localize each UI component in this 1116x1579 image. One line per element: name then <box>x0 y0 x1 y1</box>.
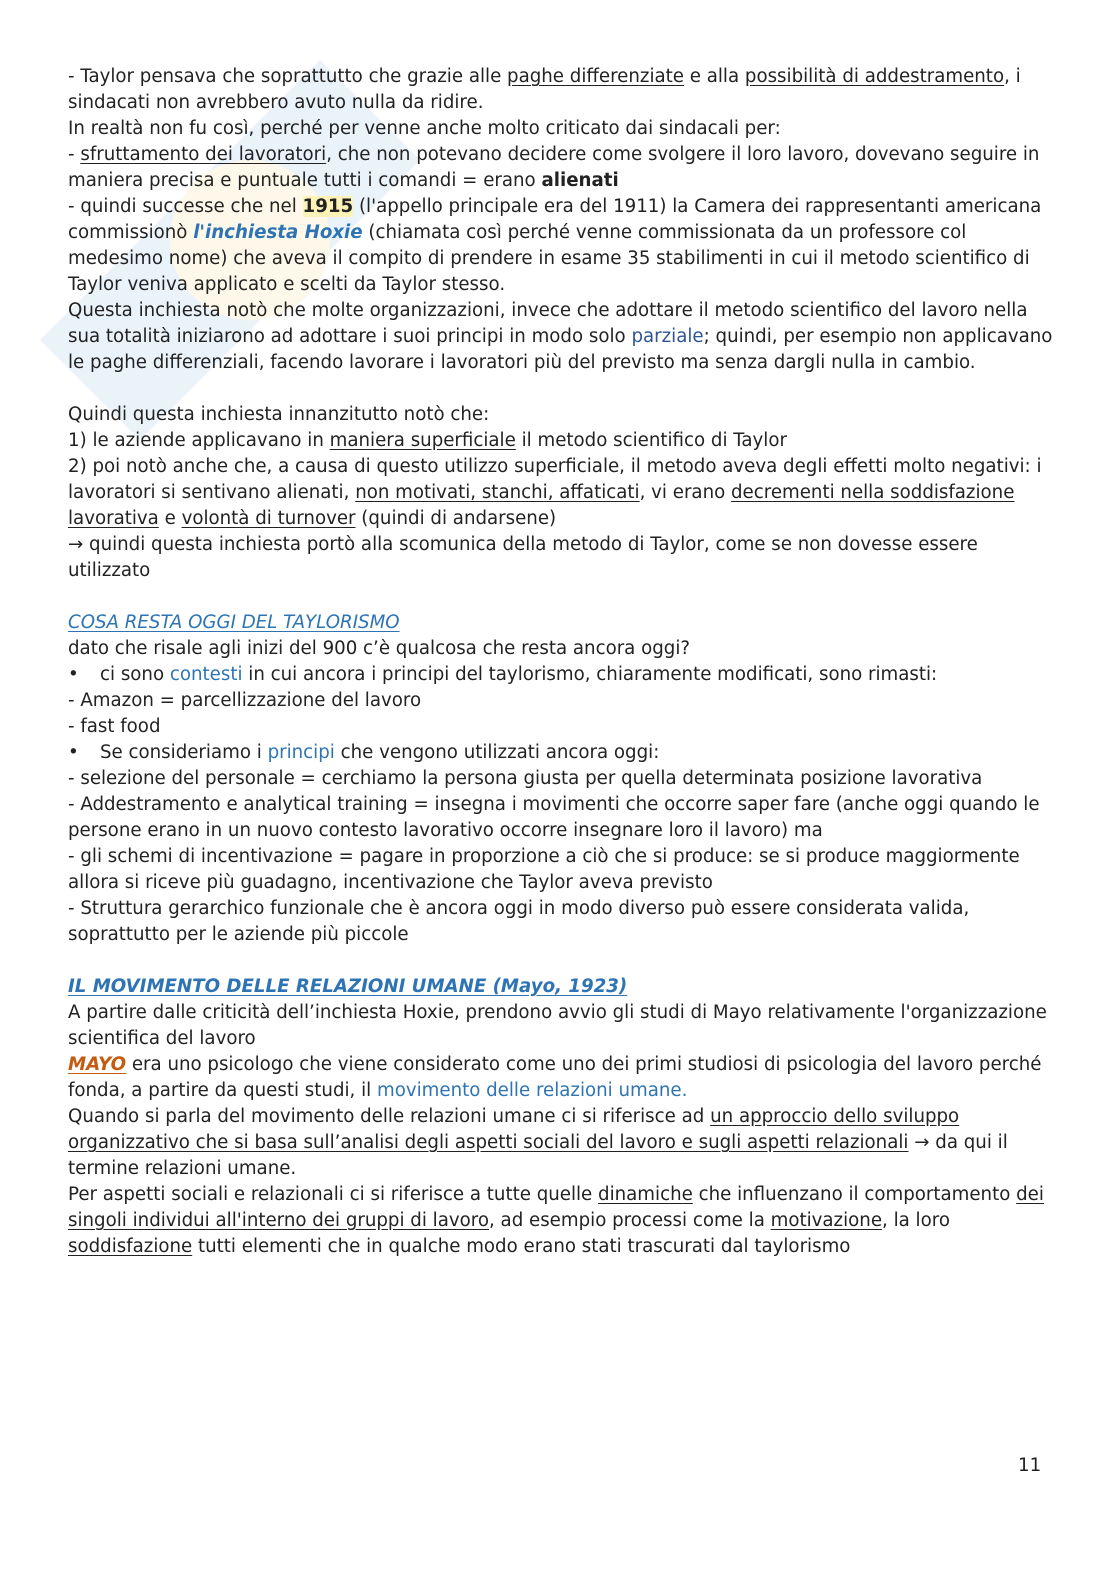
paragraph: Quindi questa inchiesta innanzitutto notò che: <box>68 404 490 425</box>
paragraph: In realtà non fu così, perché per venne anche molto criticato dai sindacali per: <box>68 118 781 139</box>
list-item: - Addestramento e analytical training = insegna i movimenti che occorre saper fare (anche oggi quando le persone erano in un nuovo contesto lavorativo occorre insegnare loro il lavoro) ma <box>68 794 1040 841</box>
bullet-icon: • <box>68 742 79 763</box>
bullet-item: • Se consideriamo i principi che vengono utilizzati ancora oggi: <box>68 740 1058 766</box>
paragraph: MAYO era uno psicologo che viene considerato come uno dei primi studiosi di psicologia del lavoro perché fonda, a partire da questi studi, il movimento delle relazioni umane. <box>68 1054 1042 1101</box>
paragraph: dato che risale agli inizi del 900 c’è qualcosa che resta ancora oggi? <box>68 638 691 659</box>
paragraph: A partire dalle criticità dell’inchiesta Hoxie, prendono avvio gli studi di Mayo relativamente l'organizzazione scientifica del lavoro <box>68 1002 1047 1049</box>
list-item: - fast food <box>68 716 161 737</box>
paragraph: Quando si parla del movimento delle relazioni umane ci si riferisce ad un approccio dello sviluppo organizzativo che si basa sull’analisi degli aspetti sociali del lavoro e sugli aspetti relazionali → da qui il termine relazioni umane. <box>68 1106 1008 1179</box>
paragraph: - sfruttamento dei lavoratori, che non potevano decidere come svolgere il loro lavoro, dovevano seguire in maniera precisa e puntuale tutti i comandi = erano alienati <box>68 144 1040 191</box>
page-number: 11 <box>1018 1455 1042 1476</box>
bullet-item: • ci sono contesti in cui ancora i principi del taylorismo, chiaramente modificati, sono rimasti: <box>68 662 1058 688</box>
document-page <box>68 64 1058 1260</box>
list-item: - Struttura gerarchico funzionale che è ancora oggi in modo diverso può essere considerata valida, soprattutto per le aziende più piccole <box>68 898 970 945</box>
list-item: - Amazon = parcellizzazione del lavoro <box>68 690 422 711</box>
list-item: 2) poi notò anche che, a causa di questo utilizzo superficiale, il metodo aveva degli effetti molto negativi: i lavoratori si sentivano alienati, non motivati, stanchi, affaticati, vi erano decrementi nella soddisfazione lavorativa e volontà di turnover (quindi di andarsene) <box>68 456 1042 529</box>
bullet-icon: • <box>68 664 79 685</box>
arrow-right-icon: → <box>914 1132 930 1153</box>
paragraph: Questa inchiesta notò che molte organizzazioni, invece che adottare il metodo scientifico del lavoro nella sua totalità iniziarono ad adottare i suoi principi in modo solo parziale; quindi, per esempio non applicavano le paghe differenziali, facendo lavorare i lavoratori più del previsto ma senza dargli nulla in cambio. <box>68 300 1053 373</box>
list-item: 1) le aziende applicavano in maniera superficiale il metodo scientifico di Taylor <box>68 430 787 451</box>
paragraph: → quindi questa inchiesta portò alla scomunica della metodo di Taylor, come se non dovesse essere utilizzato <box>68 534 978 581</box>
arrow-right-icon: → <box>68 534 84 555</box>
list-item: - selezione del personale = cerchiamo la persona giusta per quella determinata posizione lavorativa <box>68 768 983 789</box>
list-item: - gli schemi di incentivazione = pagare in proporzione a ciò che si produce: se si produce maggiormente allora si riceve più guadagno, incentivazione che Taylor aveva previsto <box>68 846 1020 893</box>
section-heading: IL MOVIMENTO DELLE RELAZIONI UMANE (Mayo, 1923) <box>68 976 628 997</box>
paragraph: - quindi successe che nel 1915 (l'appello principale era del 1911) la Camera dei rappresentanti americana commissionò l'inchiesta Hoxie (chiamata così perché venne commissionata da un professore col medesimo nome) che aveva il compito di prendere in esame 35 stabilimenti in cui il metodo scientifico di Taylor veniva applicato e scelti da Taylor stesso. <box>68 196 1042 295</box>
paragraph: - Taylor pensava che soprattutto che grazie alle paghe differenziate e alla possibilità di addestramento, i sindacati non avrebbero avuto nulla da ridire. <box>68 66 1021 113</box>
section-heading: COSA RESTA OGGI DEL TAYLORISMO <box>68 612 400 633</box>
paragraph: Per aspetti sociali e relazionali ci si riferisce a tutte quelle dinamiche che influenzano il comportamento dei singoli individui all'interno dei gruppi di lavoro, ad esempio processi come la motivazione, la loro soddisfazione tutti elementi che in qualche modo erano stati trascurati dal taylorismo <box>68 1184 1044 1257</box>
